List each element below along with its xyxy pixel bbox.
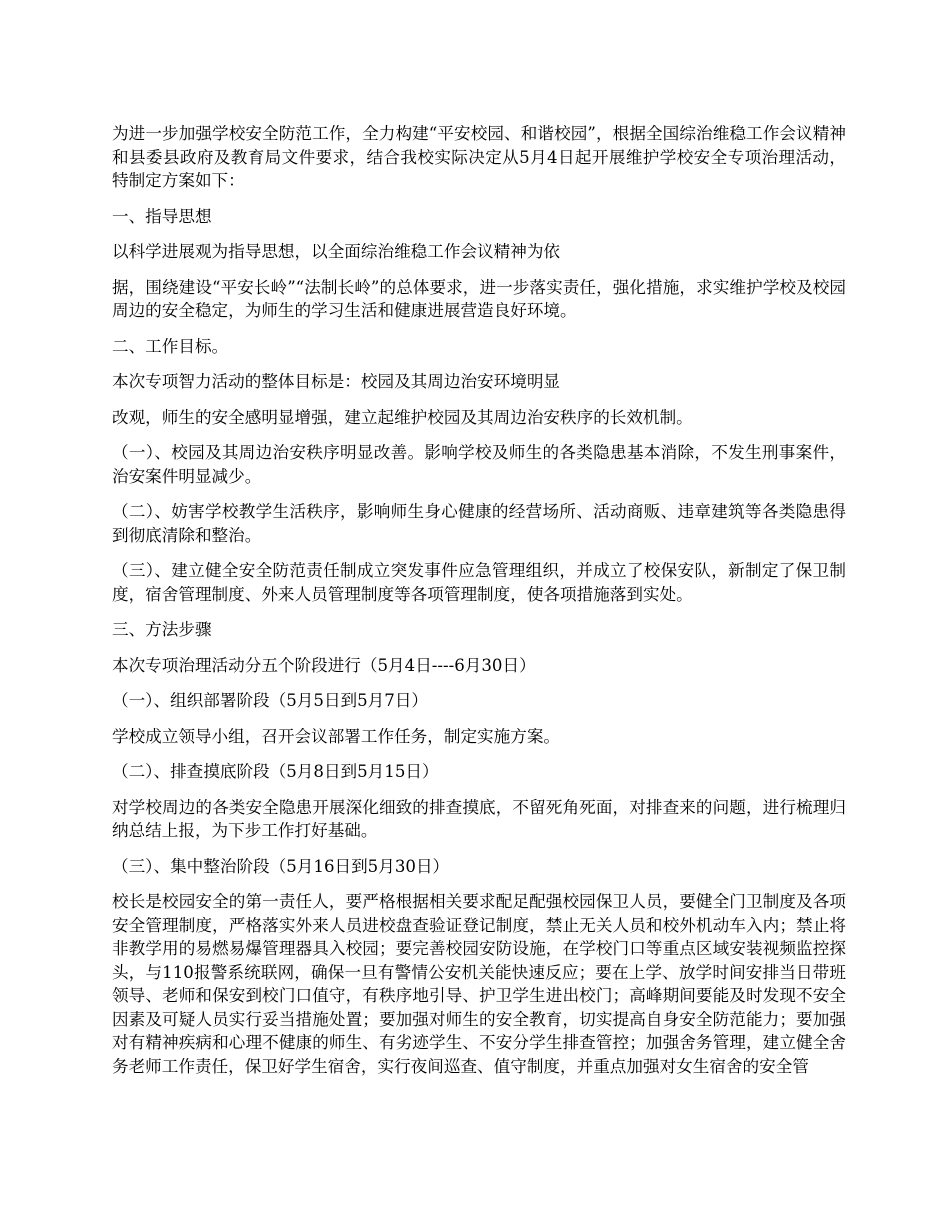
intro-paragraph: 为进一步加强学校安全防范工作，全力构建“平安校园、和谐校园”，根据全国综治维稳工作会议精神和县委县政府及教育局文件要求，结合我校实际决定从5月4日起开展维护学校安全专项治理活动，特制定方案如下： [112, 124, 846, 190]
stage-heading-3: （三）、集中整治阶段（5月16日到5月30日） [112, 856, 450, 876]
goal-item-1: （一）、校园及其周边治安秩序明显改善。影响学校及师生的各类隐患基本消除，不发生刑事案件，治安案件明显减少。 [112, 443, 846, 486]
section-heading-steps: 三、方法步骤 [112, 620, 212, 639]
paragraph-steps-overview: 本次专项治理活动分五个阶段进行（5月4日----6月30日） [112, 655, 536, 675]
stage-heading-2: （二）、排查摸底阶段（5月8日到5月15日） [112, 762, 439, 781]
paragraph-work-goals-2: 改观，师生的安全感明显增强，建立起维护校园及其周边治安秩序的长效机制。 [112, 407, 693, 427]
stage-body-2: 对学校周边的各类安全隐患开展深化细致的排查摸底，不留死角死面，对排查来的问题，进行梳理归纳总结上报，为下步工作打好基础。 [112, 797, 846, 840]
stage-body-1: 学校成立领导小组，召开会议部署工作任务，制定实施方案。 [112, 726, 561, 746]
section-heading-guiding-thought: 一、指导思想 [112, 206, 212, 226]
document-body [112, 122, 846, 1090]
goal-item-2: （二）、妨害学校教学生活秩序，影响师生身心健康的经营场所、活动商贩、违章建筑等各类隐患得到彻底清除和整治。 [112, 502, 846, 545]
paragraph-guiding-thought-2: 据，围绕建设“平安长岭”“法制长岭”的总体要求，进一步落实责任，强化措施，求实维护学校及校园周边的安全稳定，为师生的学习生活和健康进展营造良好环境。 [112, 277, 846, 320]
stage-body-3: 校长是校园安全的第一责任人，要严格根据相关要求配足配强校园保卫人员，要健全门卫制度及各项安全管理制度，严格落实外来人员进校盘查验证登记制度，禁止无关人员和校外机动车入内；禁止将非教学用的易燃易爆管理器具入校园；要完善校园安防设施，在学校门口等重点区域安装视频监控探头，与110报警系统联网，确保一旦有警情公安机关能快速反应；要在上学、放学时间安排当日带班领导、老师和保安到校门口值守，有秩序地引导、护卫学生进出校门；高峰期间要能及时发现不安全因素及可疑人员实行妥当措施处置；要加强对师生的安全教育，切实提高自身安全防范能力；要加强对有精神疾病和心理不健康的师生、有劣迹学生、不安分学生排查管控；加强舍务管理，建立健全舍务老师工作责任，保卫好学生宿舍，实行夜间巡查、值守制度，并重点加强对女生宿舍的安全管 [112, 892, 846, 1076]
paragraph-guiding-thought-1: 以科学进展观为指导思想，以全面综治维稳工作会议精神为依 [112, 242, 561, 261]
stage-heading-1: （一）、组织部署阶段（5月5日到5月7日） [112, 691, 429, 710]
goal-item-3: （三）、建立健全安全防范责任制成立突发事件应急管理组织，并成立了校保安队，新制定了保卫制度，宿舍管理制度、外来人员管理制度等各项管理制度，使各项措施落到实处。 [112, 561, 846, 604]
section-heading-work-goals: 二、工作目标。 [112, 336, 229, 356]
paragraph-work-goals-1: 本次专项智力活动的整体目标是：校园及其周边治安环境明显 [112, 372, 561, 391]
